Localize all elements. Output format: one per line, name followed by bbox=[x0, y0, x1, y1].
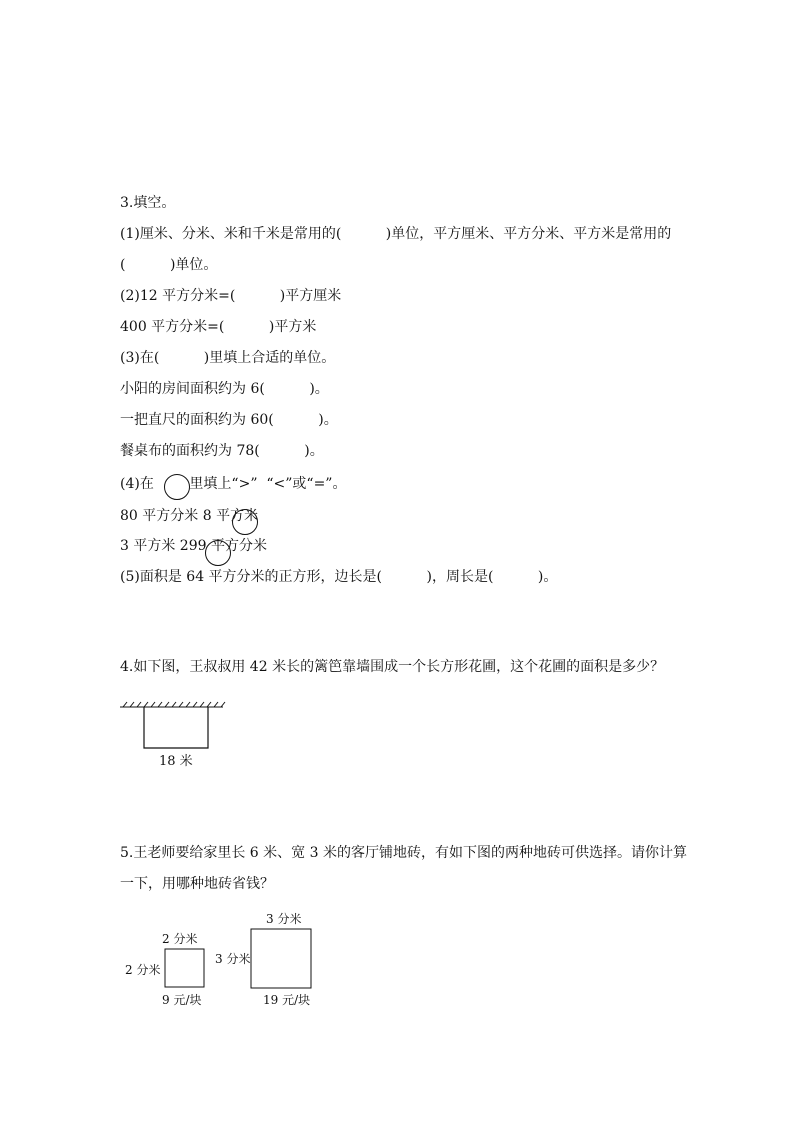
q3-line-1: (1)厘米、分米、米和千米是常用的( )单位，平方厘米、平方分米、平方米是常用的 bbox=[120, 226, 672, 242]
q3-line-2: ( )单位。 bbox=[120, 257, 218, 273]
compare-circle bbox=[232, 509, 258, 535]
q3-line-10: 80 平方分米 8 平方米 bbox=[120, 508, 259, 524]
q3-title: 3.填空。 bbox=[120, 195, 176, 211]
q5-text-1: 5.王老师要给家里长 6 米、宽 3 米的客厅铺地砖，有如下图的两种地砖可供选择。请你计算 bbox=[120, 845, 687, 861]
small-tile bbox=[165, 949, 204, 987]
tiles-figure bbox=[115, 905, 330, 1010]
compare-circle bbox=[205, 540, 231, 566]
large-tile-top-label: 3 分米 bbox=[266, 912, 302, 926]
garden-figure bbox=[115, 695, 230, 775]
small-tile-top-label: 2 分米 bbox=[162, 932, 198, 946]
q3-line-4: 400 平方分米=( )平方米 bbox=[120, 319, 317, 335]
large-tile-side-label: 3 分米 bbox=[215, 952, 251, 966]
garden-width-label: 18 米 bbox=[159, 754, 193, 769]
q3-line-9: (4)在 里填上“>” “<”或“=”。 bbox=[120, 476, 347, 492]
q3-line-11: 3 平方米 299 平方分米 bbox=[120, 538, 267, 554]
q5-text-2: 一下，用哪种地砖省钱？ bbox=[120, 876, 274, 892]
small-tile-price: 9 元/块 bbox=[162, 993, 202, 1007]
q3-line-5: (3)在( )里填上合适的单位。 bbox=[120, 350, 336, 366]
q3-line-7: 一把直尺的面积约为 60( )。 bbox=[120, 412, 338, 428]
q3-line-8: 餐桌布的面积约为 78( )。 bbox=[120, 443, 324, 459]
q3-line-3: (2)12 平方分米=( )平方厘米 bbox=[120, 288, 342, 304]
q4-text: 4.如下图，王叔叔用 42 米长的篱笆靠墙围成一个长方形花圃，这个花圃的面积是多少？ bbox=[120, 659, 665, 675]
garden-fence bbox=[144, 707, 208, 748]
large-tile-price: 19 元/块 bbox=[263, 993, 311, 1007]
q3-line-12: (5)面积是 64 平方分米的正方形，边长是( )，周长是( )。 bbox=[120, 569, 558, 585]
large-tile bbox=[251, 929, 311, 988]
small-tile-side-label: 2 分米 bbox=[125, 963, 161, 977]
q3-line-6: 小阳的房间面积约为 6( )。 bbox=[120, 381, 329, 397]
compare-circle bbox=[164, 474, 190, 500]
wall-hatching bbox=[120, 702, 225, 707]
